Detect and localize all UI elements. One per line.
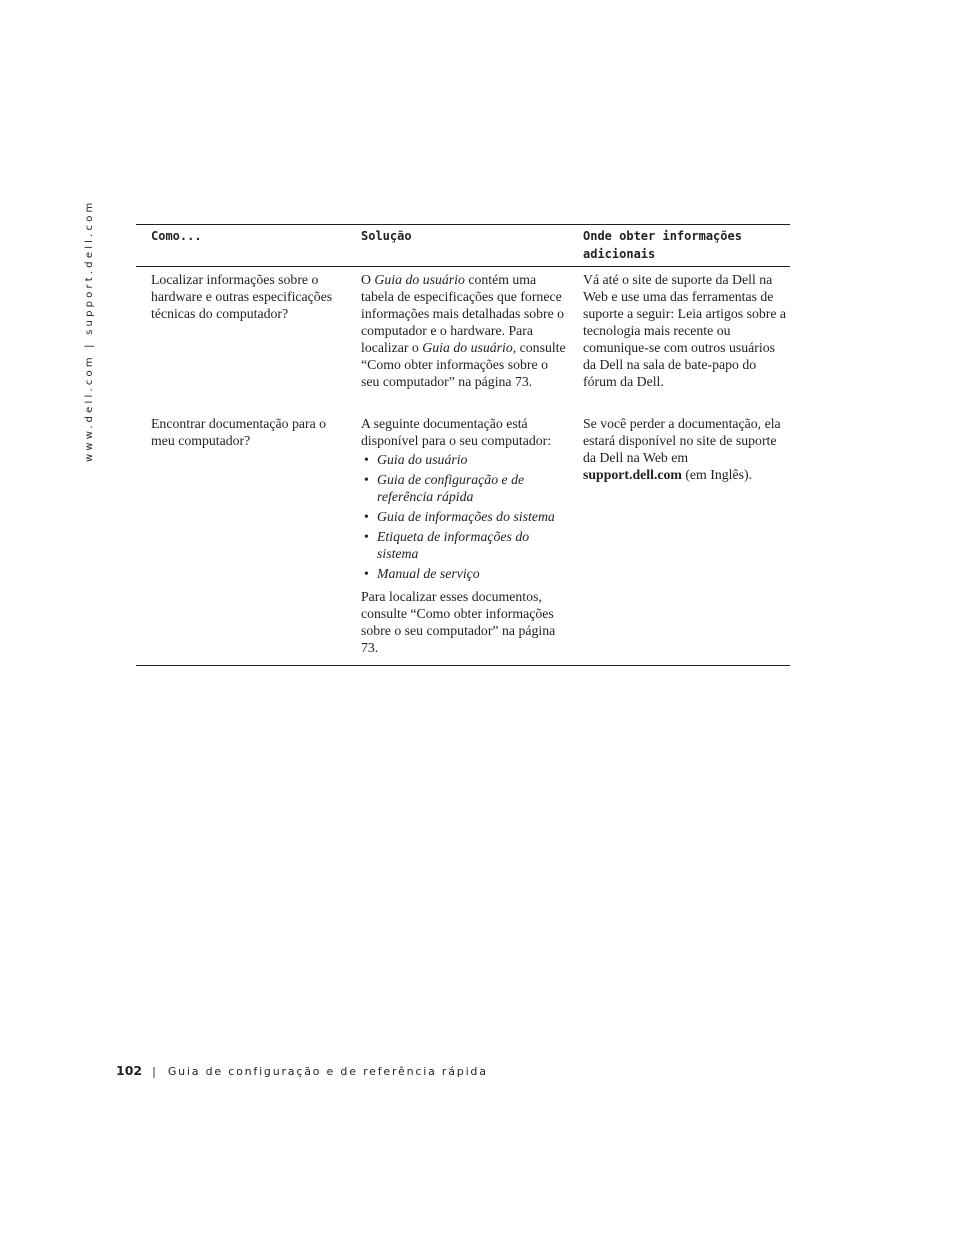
list-item: • Etiqueta de informações do sistema <box>364 529 530 561</box>
row2-solucao-intro: A seguinte documentação está disponível para o seu computador: <box>361 416 552 448</box>
list-item: • Guia de informações do sistema <box>364 509 555 524</box>
row1-onde: Vá até o site de suporte da Dell na Web e use uma das ferramentas de suporte a seguir: Leia artigos sobre a tecnologia mais recente ou comunique-se com outros usuários da Dell na sala de bate-papo do fórum da Dell. <box>583 272 787 389</box>
bullet-icon: • <box>364 472 369 487</box>
table-bottom-rule <box>136 665 790 666</box>
support-link[interactable]: support.dell.com <box>583 467 682 482</box>
page-footer <box>116 1062 488 1080</box>
row1-como: Localizar informações sobre o hardware e outras especificações técnicas do computador? <box>151 272 333 321</box>
info-table <box>136 224 790 666</box>
table-row <box>136 267 790 411</box>
table-row <box>136 411 790 665</box>
row1-solucao: O Guia do usuário contém uma tabela de especificações que fornece informações mais detalhadas sobre o computador e o hardware. Para localizar o Guia do usuário, consulte “Como obter informações sobre o seu computador” na página 73. <box>361 272 566 389</box>
row2-como: Encontrar documentação para o meu computador? <box>151 416 327 448</box>
row2-solucao <box>361 415 566 656</box>
row2-solucao-outro: Para localizar esses documentos, consulte “Como obter informações sobre o seu computador” na página 73. <box>361 589 556 655</box>
row2-onde: Se você perder a documentação, ela estará disponível no site de suporte da Dell na Web em support.dell.com (em Inglês). <box>583 416 781 482</box>
bullet-icon: • <box>364 566 369 581</box>
header-onde: Onde obter informações adicionais <box>583 229 742 261</box>
table-header-row <box>136 225 790 266</box>
bullet-icon: • <box>364 509 369 524</box>
list-item: • Guia de configuração e de referência rápida <box>364 472 525 504</box>
footer-title: Guia de configuração e de referência rápida <box>167 1065 488 1078</box>
header-solucao: Solução <box>361 229 412 243</box>
bullet-icon: • <box>364 529 369 544</box>
list-item: • Guia do usuário <box>364 452 468 467</box>
footer-separator: | <box>152 1065 156 1078</box>
list-item: • Manual de serviço <box>364 566 480 581</box>
page-number: 102 <box>116 1063 143 1078</box>
documentation-list <box>361 451 566 582</box>
bullet-icon: • <box>364 452 369 467</box>
header-como: Como... <box>151 229 202 243</box>
side-url: www.dell.com | support.dell.com <box>84 199 95 462</box>
